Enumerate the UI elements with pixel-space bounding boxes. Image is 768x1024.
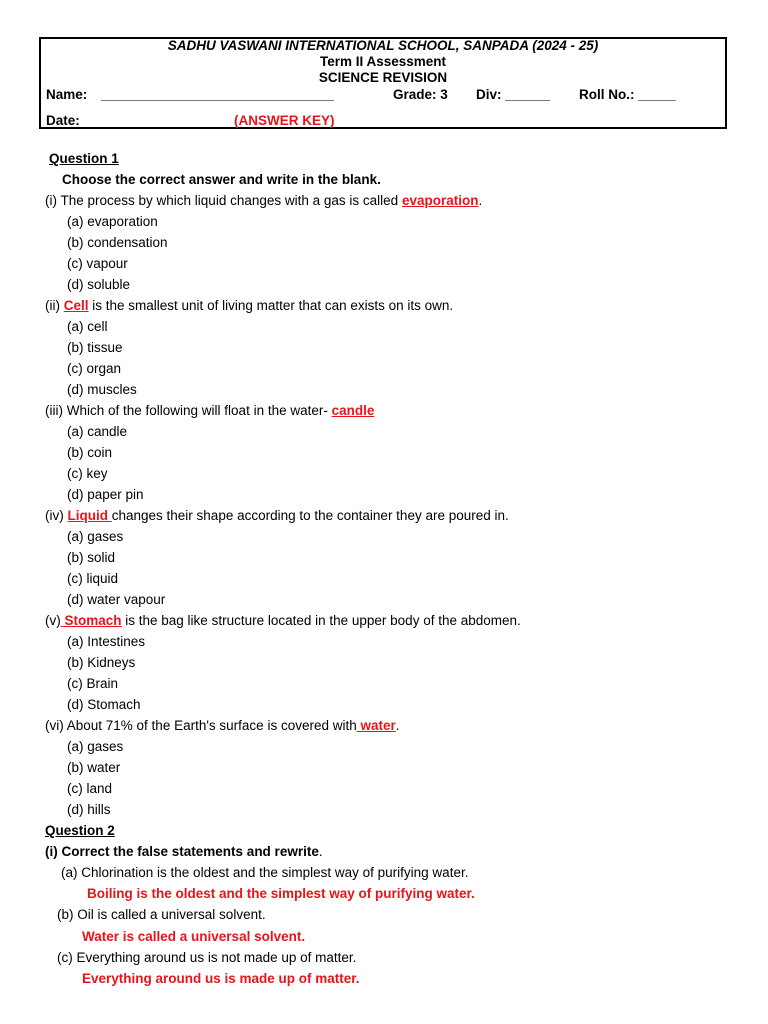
q1-v-option-d: (d) Stomach <box>67 697 141 712</box>
q1-vi-option-b: (b) water <box>67 760 121 775</box>
q1-i-post: . <box>478 193 483 208</box>
q2-instruction-post: . <box>318 844 323 859</box>
q1-i-option-d: (d) soluble <box>67 277 131 292</box>
question-2-instruction <box>45 844 323 860</box>
q2-a-answer: Boiling is the oldest and the simplest way of purifying water. <box>87 886 475 901</box>
answer-key-label: (ANSWER KEY) <box>234 113 335 128</box>
q1-iii-answer: candle <box>331 403 375 418</box>
question-1-instruction: Choose the correct answer and write in the blank. <box>62 172 381 187</box>
date-label: Date: <box>46 113 80 128</box>
q1-vi-option-c: (c) land <box>67 781 113 796</box>
q1-v-question <box>45 613 521 629</box>
q1-v-option-b: (b) Kidneys <box>67 655 136 670</box>
q1-vi-option-d: (d) hills <box>67 802 111 817</box>
q1-ii-option-a: (a) cell <box>67 319 108 334</box>
q1-i-option-c: (c) vapour <box>67 256 128 271</box>
q1-iii-option-c: (c) key <box>67 466 108 481</box>
q1-i-answer: evaporation <box>401 193 479 208</box>
q1-iii-text: (iii) Which of the following will float in the water- <box>45 403 332 418</box>
q1-ii-option-d: (d) muscles <box>67 382 137 397</box>
q2-c-answer: Everything around us is made up of matter. <box>82 971 360 986</box>
question-2-title: Question 2 <box>45 823 115 838</box>
question-1-title: Question 1 <box>49 151 119 166</box>
div-label: Div: ______ <box>476 87 551 102</box>
q1-ii-text: (ii) <box>45 298 64 313</box>
q1-ii-option-b: (b) tissue <box>67 340 123 355</box>
q1-v-option-a: (a) Intestines <box>67 634 146 649</box>
grade-label: Grade: 3 <box>393 87 448 102</box>
q2-instruction-text: (i) Correct the false statements and rewrite <box>45 844 319 859</box>
q1-i-question <box>45 193 482 209</box>
q1-vi-question <box>45 718 400 734</box>
q1-ii-post: is the smallest unit of living matter that can exists on its own. <box>88 298 454 313</box>
q1-i-option-b: (b) condensation <box>67 235 168 250</box>
name-label: Name: <box>46 87 88 102</box>
q1-v-text: (v) <box>45 613 61 628</box>
q1-iii-option-d: (d) paper pin <box>67 487 144 502</box>
q1-i-text: (i) The process by which liquid changes with a gas is called <box>45 193 402 208</box>
q1-iv-option-d: (d) water vapour <box>67 592 166 607</box>
q1-iii-option-b: (b) coin <box>67 445 113 460</box>
q1-ii-question <box>45 298 453 314</box>
q1-iv-option-b: (b) solid <box>67 550 116 565</box>
q1-ii-option-c: (c) organ <box>67 361 122 376</box>
q1-iv-option-a: (a) gases <box>67 529 124 544</box>
term-title: Term II Assessment <box>319 54 447 69</box>
school-name: SADHU VASWANI INTERNATIONAL SCHOOL, SANPADA (2024 - 25) <box>167 38 599 53</box>
q1-i-option-a: (a) evaporation <box>67 214 158 229</box>
q1-vi-answer: water <box>356 718 396 733</box>
name-blank: _______________________________ <box>101 87 334 102</box>
q2-b-statement: (b) Oil is called a universal solvent. <box>57 907 266 922</box>
q1-vi-post: . <box>395 718 400 733</box>
q1-iii-option-a: (a) candle <box>67 424 128 439</box>
q1-ii-answer: Cell <box>63 298 89 313</box>
q1-v-post: is the bag like structure located in the upper body of the abdomen. <box>121 613 521 628</box>
q1-iii-question <box>45 403 374 419</box>
q2-b-answer: Water is called a universal solvent. <box>82 929 306 944</box>
header-box <box>39 37 727 129</box>
q1-v-option-c: (c) Brain <box>67 676 119 691</box>
q1-iv-question <box>45 508 509 524</box>
q1-iv-text: (iv) <box>45 508 68 523</box>
subject-title: SCIENCE REVISION <box>318 70 448 85</box>
roll-label: Roll No.: _____ <box>579 87 676 102</box>
q1-vi-text: (vi) About 71% of the Earth's surface is covered with <box>45 718 357 733</box>
q1-iv-option-c: (c) liquid <box>67 571 119 586</box>
q2-a-statement: (a) Chlorination is the oldest and the simplest way of purifying water. <box>61 865 469 880</box>
q1-iv-post: changes their shape according to the container they are poured in. <box>111 508 509 523</box>
q1-v-answer: Stomach <box>60 613 122 628</box>
q1-vi-option-a: (a) gases <box>67 739 124 754</box>
q2-c-statement: (c) Everything around us is not made up of matter. <box>57 950 357 965</box>
q1-iv-answer: Liquid <box>67 508 112 523</box>
